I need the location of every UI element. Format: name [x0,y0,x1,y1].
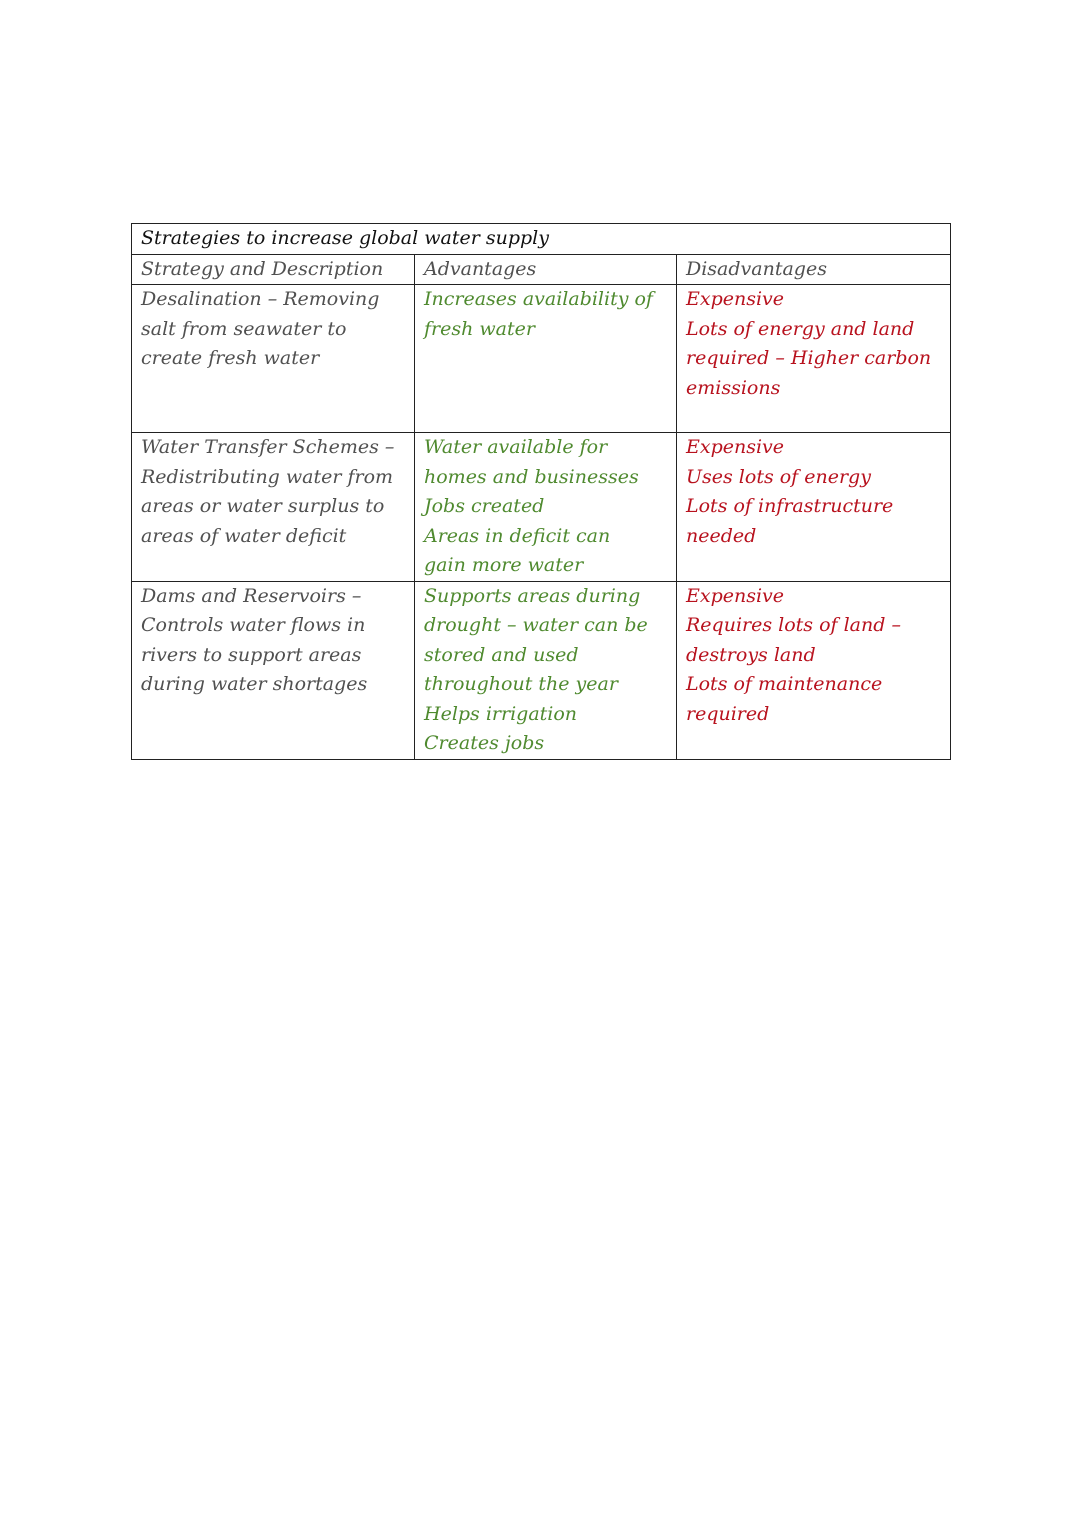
advantage-line: Increases availability of [424,288,653,310]
disadvantage-line: needed [686,524,757,547]
advantage-line: Water available for [424,436,608,458]
advantage-line: Supports areas during [424,584,641,607]
disadvantage-line: Expensive [686,436,785,458]
strategy-line: Dams and Reservoirs – [141,584,362,607]
strategy-cell [132,581,415,759]
strategy-line: salt from seawater to [141,317,347,340]
strategy-line: during water shortages [141,673,368,695]
disadvantage-line: emissions [686,376,781,399]
strategy-line: rivers to support areas [141,643,362,666]
advantage-line: gain more water [424,554,584,576]
disadvantage-line: Expensive [686,288,785,310]
table-header-row [132,254,951,285]
table-row [132,433,951,582]
strategy-line: create fresh water [141,347,320,369]
advantage-line: Jobs created [424,495,545,517]
disadvantage-line: Uses lots of energy [686,465,871,488]
strategy-cell [132,285,415,433]
advantages-cell [415,581,677,759]
header-strategy: Strategy and Description [132,254,415,285]
advantage-line: fresh water [424,317,535,340]
disadvantage-line: Lots of energy and land [686,317,915,340]
table-row [132,285,951,433]
strategy-cell [132,433,415,582]
advantage-line: throughout the year [424,673,618,695]
table-row [132,581,951,759]
disadvantage-line: required – Higher carbon [686,347,932,369]
advantage-line: Creates jobs [424,732,545,754]
strategy-line: areas or water surplus to [141,495,385,517]
disadvantage-line: Lots of maintenance [686,673,883,695]
disadvantage-line: Expensive [686,584,785,607]
disadvantages-cell [677,285,951,433]
advantages-cell [415,433,677,582]
disadvantage-line: required [686,702,770,725]
strategy-line: areas of water deficit [141,524,347,547]
table-title-row [132,224,951,255]
header-advantages: Advantages [415,254,677,285]
advantage-line: homes and businesses [424,465,639,488]
disadvantage-line: Lots of infrastructure [686,495,894,517]
advantage-line: Helps irrigation [424,702,578,725]
advantage-line: Areas in deficit can [424,524,611,547]
disadvantages-cell [677,433,951,582]
water-supply-strategies-table [131,223,951,760]
table-title: Strategies to increase global water supply [132,224,951,255]
header-disadvantages: Disadvantages [677,254,951,285]
disadvantage-line: destroys land [686,643,816,666]
disadvantage-line: Requires lots of land – [686,614,901,636]
disadvantages-cell [677,581,951,759]
advantage-line: stored and used [424,643,579,666]
strategy-line: Desalination – Removing [141,288,380,310]
advantage-line: drought – water can be [424,614,648,636]
advantages-cell [415,285,677,433]
strategy-line: Water Transfer Schemes – [141,436,395,458]
strategy-line: Controls water flows in [141,614,366,636]
strategy-line: Redistributing water from [141,465,394,488]
